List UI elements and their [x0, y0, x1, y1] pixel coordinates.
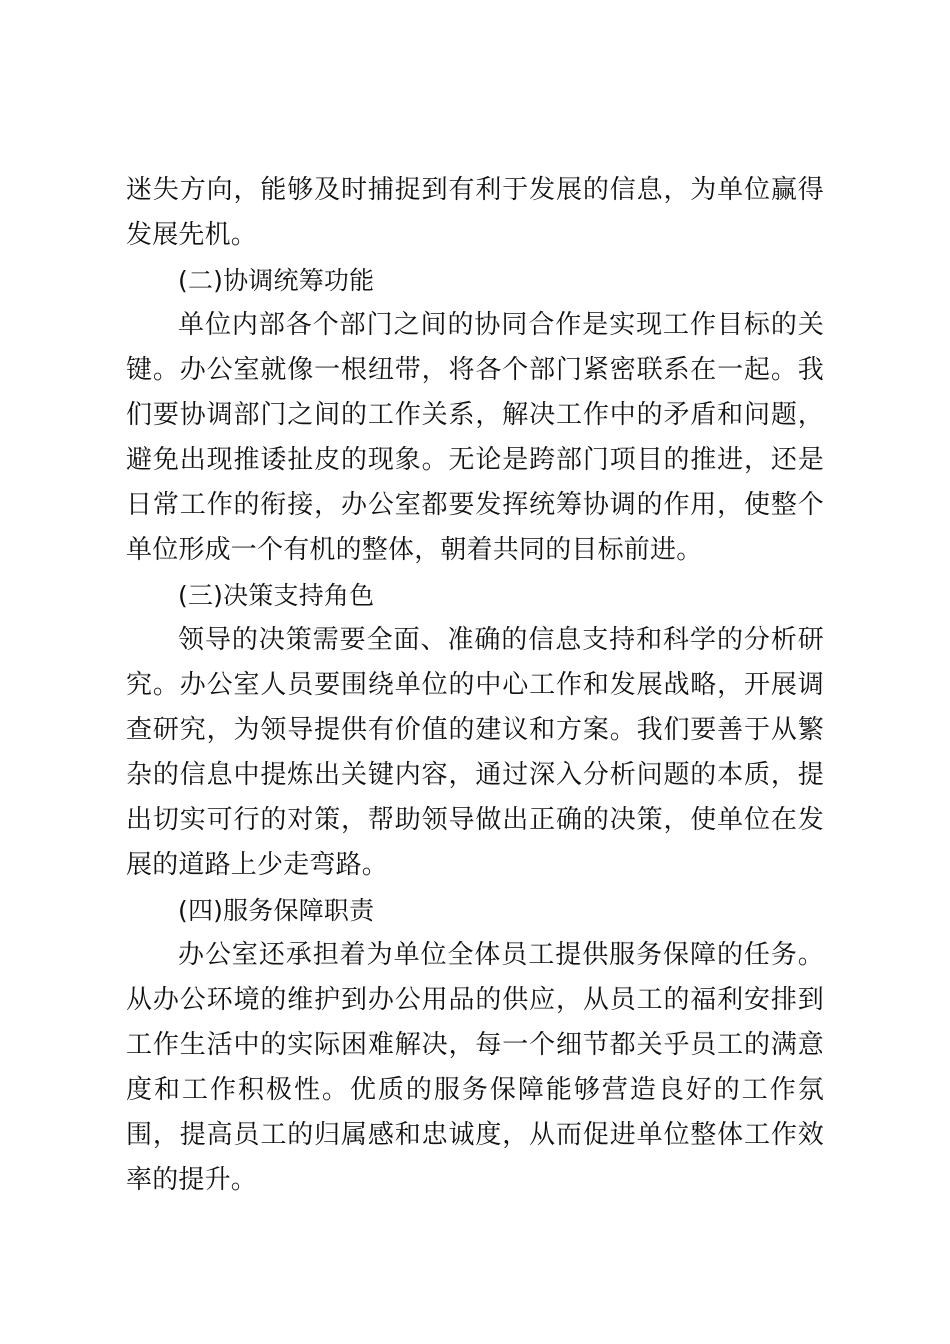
paragraph-service: 办公室还承担着为单位全体员工提供服务保障的任务。从办公环境的维护到办公用品的供应，从员工的福利安排到工作生活中的实际困难解决，每一个细节都关乎员工的满意度和工作积极性。优质的服务保障能够营造良好的工作氛围，提高员工的归属感和忠诚度，从而促进单位整体工作效率的提升。: [126, 940, 824, 1195]
section-heading-decision-support: (三)决策支持角色: [178, 581, 375, 610]
paragraph-decision-support: 领导的决策需要全面、准确的信息支持和科学的分析研究。办公室人员要围绕单位的中心工作和发展战略，开展调查研究，为领导提供有价值的建议和方案。我们要善于从繁杂的信息中提炼出关键内容，通过深入分析问题的本质，提出切实可行的对策，帮助领导做出正确的决策，使单位在发展的道路上少走弯路。: [126, 625, 824, 880]
document-page: [126, 168, 824, 1203]
section-heading-service: (四)服务保障职责: [178, 896, 375, 925]
paragraph-coordination: 单位内部各个部门之间的协同合作是实现工作目标的关键。办公室就像一根纽带，将各个部门紧密联系在一起。我们要协调部门之间的工作关系，解决工作中的矛盾和问题，避免出现推诿扯皮的现象。无论是跨部门项目的推进，还是日常工作的衔接，办公室都要发挥统筹协调的作用，使整个单位形成一个有机的整体，朝着共同的目标前进。: [126, 310, 824, 565]
section-heading-coordination: (二)协调统筹功能: [178, 266, 375, 295]
paragraph-continued: 迷失方向，能够及时捕捉到有利于发展的信息，为单位赢得发展先机。: [126, 175, 824, 250]
